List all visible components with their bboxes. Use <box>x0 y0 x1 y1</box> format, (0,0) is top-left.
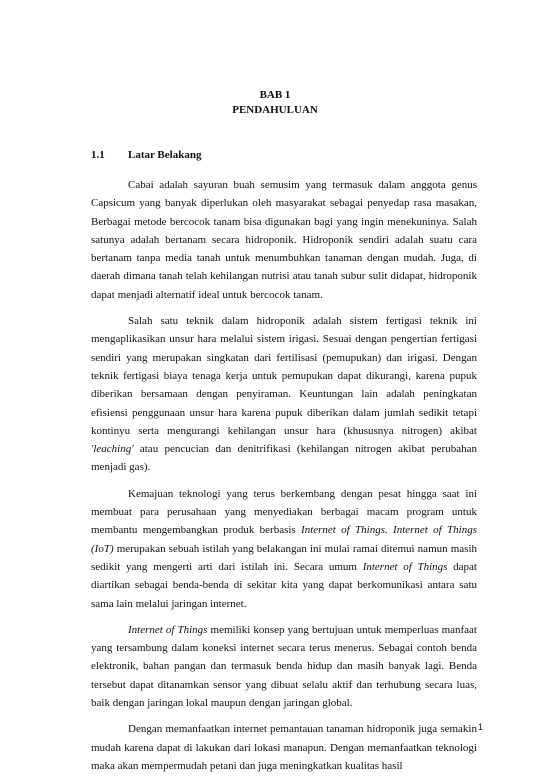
paragraph-text: Salah satu teknik dalam hidroponik adalah sistem fertigasi teknik ini mengaplikasikan unsur hara melalui sistem irigasi. Sesuai dengan pengertian fertigasi sendiri yang merupakan singkatan dari fertilisasi (pemupukan) dan irigasi. Dengan teknik fertigasi biaya tenaga kerja untuk pemupukan dapat dikurangi, karena pupuk diberikan bersamaan dengan penyiraman. Keuntungan lain adalah peningkatan efisiensi penggunaan unsur hara karena pupuk diberikan dalam jumlah sedikit tetapi kontinyu serta mengurangi kehilangan unsur hara (khususnya nitrogen) akibat <box>91 315 477 437</box>
italic-term: Internet of Things <box>362 560 448 573</box>
paragraph-text: dapat diartikan sebagai benda-benda di sekitar kita yang dapat berkomunikasi antara satu sama lain melalui jaringan internet. <box>91 560 477 610</box>
section-number: 1.1 <box>91 149 105 161</box>
italic-term: 'leaching' <box>91 443 134 456</box>
body-paragraph <box>91 176 477 304</box>
page-number: 1 <box>477 722 483 732</box>
section-heading <box>91 148 201 162</box>
chapter-title: PENDAHULUAN <box>232 104 318 116</box>
italic-term: Internet of Things <box>128 623 208 636</box>
body-paragraph <box>91 312 477 477</box>
paragraph-text: merupakan sebuah istilah yang belakangan ini mulai ramai ditemui namun masih sedikit yang mengerti arti dari istilah ini. Secara umum <box>91 542 477 573</box>
paragraph-text: Kemajuan teknologi yang terus berkembang dengan pesat hingga saat ini membuat para perusahaan yang menyediakan berbagai macam program untuk membantu mengembangkan produk berbasis <box>91 487 477 537</box>
paragraph-text: memiliki konsep yang bertujuan untuk memperluas manfaat yang tersambung dalam koneksi internet secara terus menerus. Sebagai contoh benda elektronik, bahan pangan dan termasuk benda hidup dan masih banyak lagi. Benda tersebut dapat ditanamkan sensor yang dibuat selalu aktif dan terhubung secara luas, baik dengan jaringan lokal maupun dengan jaringan global. <box>91 623 477 710</box>
chapter-heading <box>0 88 550 118</box>
body-paragraph <box>91 485 477 613</box>
italic-term: Internet of Things. Internet of Things (IoT) <box>91 524 477 555</box>
paragraph-text: atau pencucian dan denitrifikasi (kehilangan nitrogen akibat perubahan menjadi gas). <box>91 443 477 474</box>
section-title: Latar Belakang <box>128 149 202 161</box>
body-paragraph <box>91 621 477 712</box>
body-paragraph <box>91 720 477 775</box>
body-text <box>91 176 477 775</box>
paragraph-text: Cabai adalah sayuran buah semusim yang termasuk dalam anggota genus Capsicum yang banyak diperlukan oleh masyarakat sebagai penyedap rasa masakan, Berbagai metode bercocok tanam bisa digunakan bagi yang ingin menekuninya. Salah satunya adalah bertanam secara hidroponik. Hidroponik sendiri adalah suatu cara bertanam tanpa media tanah untuk menumbuhkan tanaman dengan mudah. Juga, di daerah dimana tanah telah kehilangan nutrisi atau tanah subur sulit didapat, hidroponik dapat menjadi alternatif ideal untuk bercocok tanam. <box>91 179 477 301</box>
chapter-number: BAB 1 <box>259 89 291 101</box>
paragraph-text: Dengan memanfaatkan internet pemantauan tanaman hidroponik juga semakin mudah karena dapat di lakukan dari lokasi manapun. Dengan memanfaatkan teknologi maka akan mempermudah petani dan juga meningkatkan kualitas hasil <box>91 723 477 772</box>
